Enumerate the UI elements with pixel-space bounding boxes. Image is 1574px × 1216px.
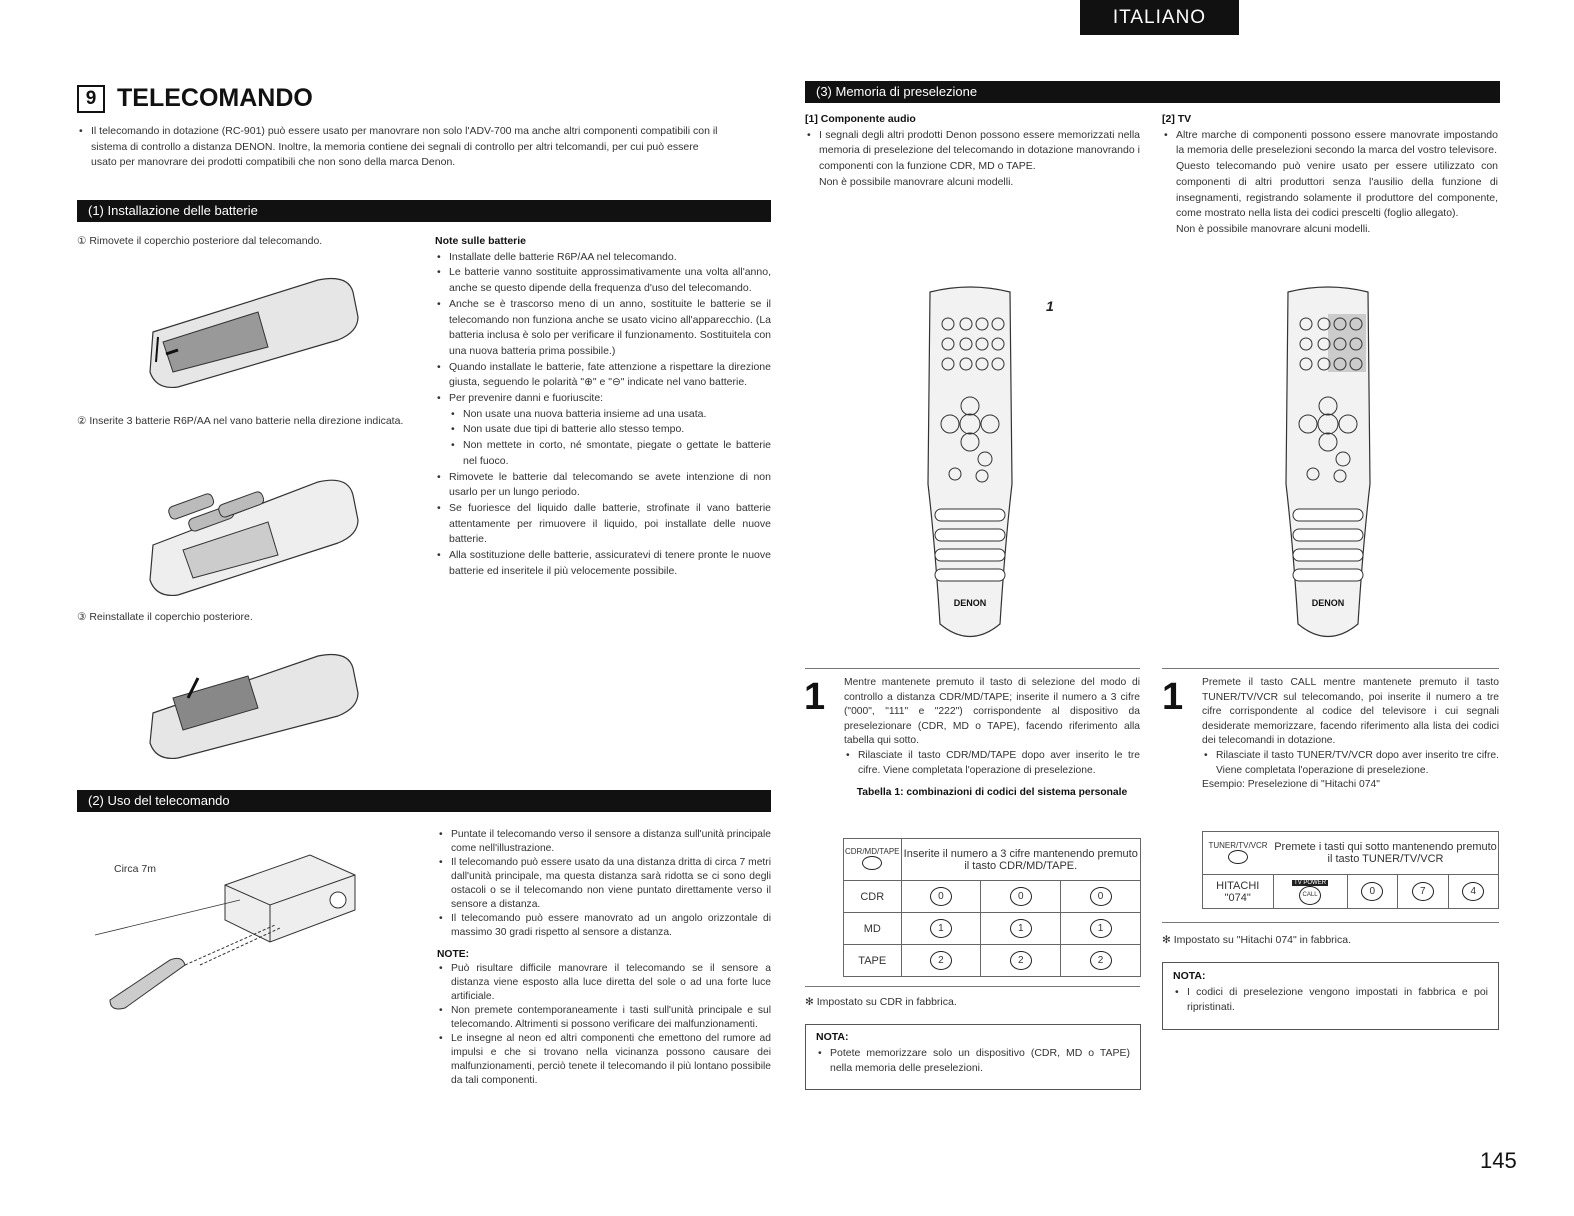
audio-step-sub: • Rilasciate il tasto CDR/MD/TAPE dopo aver inserito le tre cifre. Viene completata l'operazione di preselezione.: [858, 749, 1140, 778]
brand-cell: [1203, 875, 1274, 909]
audio-nota-text: • Potete memorizzare solo un dispositivo (CDR, MD o TAPE) nella memoria delle preselezioni.: [830, 1046, 1130, 1077]
battery-note: • Le batterie vanno sostituite approssimativamente una volta all'anno, anche se questo dipende della frequenza d'uso del telecomando.: [449, 265, 771, 296]
tv-text2: Questo telecomando può venire usato per essere utilizzato con componenti di altri produttori senza l'ausilio della funzione di insegnamenti, registrando solamente il produttore del componente, come mostrato nella lista dei codici prescelti (foglio allegato).: [1176, 160, 1498, 220]
usage-text: [437, 828, 771, 1088]
intro: [77, 124, 727, 171]
tv-title: [2] TV: [1162, 113, 1192, 125]
preset-header: (3) Memoria di preselezione: [805, 81, 1500, 103]
battery-subnote: • Non usate una nuova batteria insieme ad una usata.: [463, 407, 771, 423]
row-label: TAPE: [844, 945, 902, 977]
callout-1: 1: [1046, 298, 1054, 314]
battery-note: • Se fuoriesce del liquido dalle batterie, strofinate il vano batterie attentamente per rimuovere il liquido, poi installate delle nuove batterie.: [449, 501, 771, 548]
tv-step: [1202, 676, 1499, 793]
remote-back-cover-illustration: [138, 262, 368, 392]
audio-step: [844, 676, 1140, 801]
usage-bullet: • Il telecomando può essere usato da una distanza dritta di circa 7 metri dall'unità principale, ma questa distanza sarà ridotta se ci sono degli ostacoli o se il telecomando non viene puntato direttamente verso il sensore a distanza.: [451, 856, 771, 912]
tv-table-key-label: TUNER/TV/VCR: [1208, 840, 1268, 850]
page-title: [77, 84, 313, 113]
usage-notes-title: NOTE:: [437, 949, 470, 960]
tv-step-text: Premete il tasto CALL mentre mantenete premuto il tasto TUNER/TV/VCR sul telecomando, poi inserite il numero a tre cifre corrispondente al codice del televisore i cui segnali desiderate memorizzare, facendo riferimento alla lista dei codici dei telecomandi in dotazione.: [1202, 677, 1499, 747]
usage-header: (2) Uso del telecomando: [77, 790, 771, 812]
row-label: CDR: [844, 881, 902, 913]
key-0: 0: [1361, 882, 1383, 901]
key-2: 2: [1090, 951, 1112, 970]
audio-section: [805, 112, 1140, 191]
usage-bullet: • Puntate il telecomando verso il sensore a distanza sull'unità principale come nell'illustrazione.: [451, 828, 771, 856]
battery-insertion-illustration: [138, 460, 368, 600]
table-instruction: Inserite il numero a 3 cifre mantenendo premuto il tasto CDR/MD/TAPE.: [901, 839, 1140, 881]
tv-nota-box: [1162, 962, 1499, 1030]
intro-text: • Il telecomando in dotazione (RC-901) può essere usato per manovrare non solo l'ADV-700 ma anche altri componenti compatibili con il sistema di controllo a distanza DENON. Inoltre, la memoria contiene dei segnali di controllo per altri telcomandi, per cui può essere usato per manovrare dei prodotti compatibili che non sono della marca Denon.: [91, 124, 727, 171]
key-1: 1: [930, 919, 952, 938]
remote-diagram-audio: [920, 284, 1020, 654]
usage-bullet: • Il telecomando può essere manovrato ad un angolo orizzontale di massimo 30 gradi rispetto al sensore a distanza.: [451, 912, 771, 940]
tv-step-number: 1: [1162, 676, 1184, 718]
distance-label: Circa 7m: [114, 863, 157, 875]
tv-text3: Non è possibile manovrare alcuni modelli.: [1176, 222, 1371, 235]
row-label: MD: [844, 913, 902, 945]
battery-note: • Alla sostituzione delle batterie, assicuratevi di tenere pronte le nuove batterie ed inseritele il più velocemente possibile.: [449, 548, 771, 579]
tv-step-sub: • Rilasciate il tasto TUNER/TV/VCR dopo aver inserito tre cifre. Viene completata l'operazione di preselezione.: [1216, 749, 1499, 778]
tv-nota-title: NOTA:: [1173, 970, 1206, 982]
divider: [1162, 922, 1499, 923]
section-title: TELECOMANDO: [117, 84, 313, 112]
key-1: 1: [1010, 919, 1032, 938]
key-1: 1: [1090, 919, 1112, 938]
tuner-tv-vcr-key: [1228, 850, 1248, 864]
remote-brand-2: DENON: [1311, 598, 1345, 608]
section-number: 9: [77, 85, 105, 113]
battery-notes-title: Note sulle batterie: [435, 235, 527, 247]
usage-note: • Può risultare difficile manovrare il telecomando se il sensore a distanza viene esposto alla luce diretta del sole o ad una forte luce artificiale.: [451, 962, 771, 1004]
audio-step-text: Mentre mantenete premuto il tasto di selezione del modo di controllo a distanza CDR/MD/TAPE; inserite il numero a 3 cifre ("000", "111" e "222") corrispondente al dispositivo da preselezionare (CDR, MD o TAPE), facendo riferimento alla tabella qui sotto.: [844, 677, 1140, 747]
audio-default-note: ✻ Impostato su CDR in fabbrica.: [805, 996, 957, 1008]
divider: [805, 668, 1140, 669]
tv-example: Esempio: Preselezione di "Hitachi 074": [1202, 779, 1380, 791]
tv-power-label: TV POWER: [1294, 879, 1327, 886]
key-0: 0: [1010, 887, 1032, 906]
key-0: 0: [1090, 887, 1112, 906]
tv-code-table: [1202, 831, 1499, 909]
audio-text2: Non è possibile manovrare alcuni modelli.: [819, 175, 1014, 188]
key-0: 0: [930, 887, 952, 906]
audio-text: • I segnali degli altri prodotti Denon possono essere memorizzati nella memoria di preselezione del telecomando in dotazione manovrando i componenti con la funzione CDR, MD o TAPE.: [819, 128, 1140, 175]
key-7: 7: [1412, 882, 1434, 901]
tv-table-key-cell: [1203, 832, 1274, 875]
batteries-step2: ② Inserite 3 batterie R6P/AA nel vano batterie nella direzione indicata.: [77, 415, 404, 427]
batteries-header: (1) Installazione delle batterie: [77, 200, 771, 222]
cover-reinstall-illustration: [138, 638, 368, 763]
key-2: 2: [1010, 951, 1032, 970]
audio-step-number: 1: [804, 676, 826, 718]
battery-subnote: • Non mettete in corto, né smontate, piegate o gettate le batterie nel fuoco.: [463, 438, 771, 469]
usage-note: • Le insegne al neon ed altri componenti che emettono del rumore ad impulsi e che si trovano nella vicinanza possono causare dei malfunzionamenti, perciò tenete il telecomando il più lontano possibile da tali componenti.: [451, 1032, 771, 1088]
tv-default-note: ✻ Impostato su "Hitachi 074" in fabbrica.: [1162, 934, 1352, 946]
battery-note: • Rimovete le batterie dal telecomando se avete intenzione di non usarlo per un lungo periodo.: [449, 470, 771, 501]
audio-code-table: [843, 838, 1141, 977]
divider: [1162, 668, 1499, 669]
table-key-cell: [844, 839, 902, 881]
cdr-md-tape-key: [862, 856, 882, 870]
audio-title: [1] Componente audio: [805, 113, 916, 125]
remote-brand-1: DENON: [953, 598, 987, 608]
batteries-step3: ③ Reinstallate il coperchio posteriore.: [77, 611, 253, 623]
audio-table-title: Tabella 1: combinazioni di codici del sistema personale: [856, 787, 1128, 799]
battery-notes: [435, 234, 771, 579]
audio-nota-title: NOTA:: [816, 1031, 849, 1043]
brand-name: HITACHI: [1216, 879, 1260, 892]
tv-text: • Altre marche di componenti possono essere manovrate impostando la memoria delle preselezioni secondo la marca del vostro televisore.: [1176, 128, 1498, 159]
language-tab: ITALIANO: [1080, 0, 1239, 35]
battery-note: • Per prevenire danni e fuoriuscite:: [449, 391, 771, 407]
tv-table-instruction: Premete i tasti qui sotto mantenendo premuto il tasto TUNER/TV/VCR: [1273, 832, 1499, 875]
battery-note: • Anche se è trascorso meno di un anno, sostituite le batterie se il telecomando non funziona anche se usato vicino all'apparecchio. (La batteria inclusa è solo per verificare il funzionamento. Sostituitela con una nuova batteria prima possibile.): [449, 297, 771, 360]
key-4: 4: [1462, 882, 1484, 901]
tv-nota-text: • I codici di preselezione vengono impostati in fabbrica e poi ripristinati.: [1187, 985, 1488, 1016]
battery-note: • Installate delle batterie R6P/AA nel telecomando.: [449, 250, 771, 266]
call-key: CALL: [1299, 886, 1321, 905]
audio-nota-box: [805, 1024, 1141, 1090]
brand-code: "074": [1224, 891, 1251, 904]
batteries-step1: ① Rimovete il coperchio posteriore dal telecomando.: [77, 235, 323, 247]
usage-note: • Non premete contemporaneamente i tasti sull'unità principale e sul telecomando. Altrimenti si possono verificare dei malfunzionamenti.: [451, 1004, 771, 1032]
battery-note: • Quando installate le batterie, fate attenzione a rispettare la direzione giusta, seguendo le polarità "⊕" e "⊖" indicate nel vano batterie.: [449, 360, 771, 391]
page-number: 145: [1480, 1148, 1517, 1173]
battery-subnote: • Non usate due tipi di batterie allo stesso tempo.: [463, 422, 771, 438]
divider: [805, 986, 1140, 987]
key-2: 2: [930, 951, 952, 970]
table-key-label: CDR/MD/TAPE: [845, 847, 900, 856]
remote-diagram-tv: [1278, 284, 1378, 654]
tv-section: [1162, 112, 1498, 238]
